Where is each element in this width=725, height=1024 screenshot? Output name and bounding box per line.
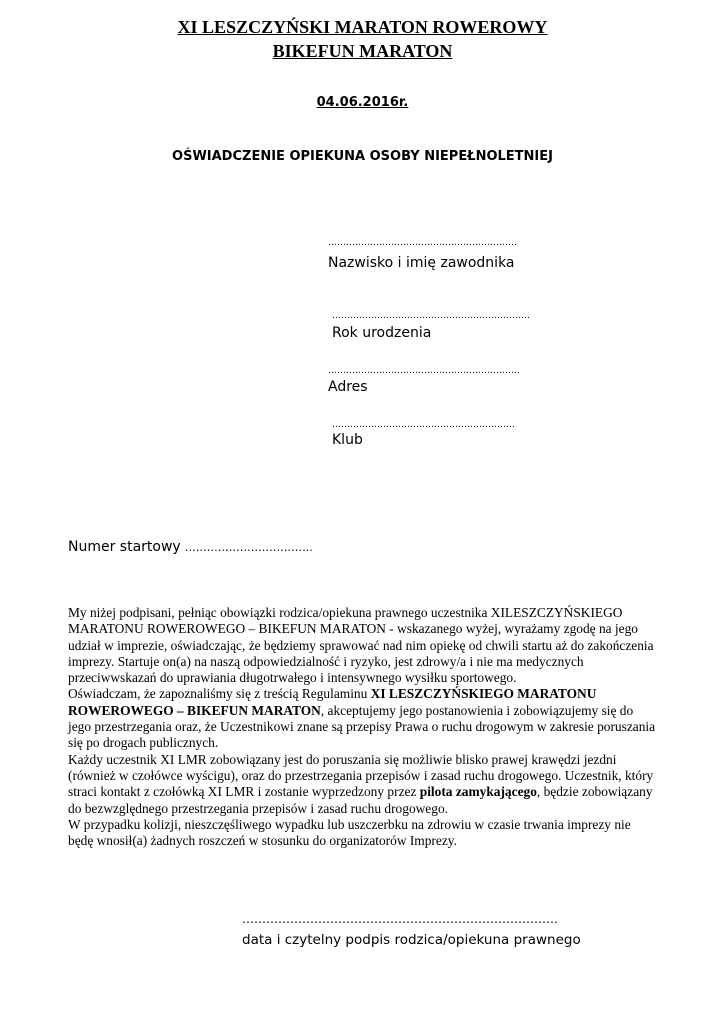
regulation-name: XI LESZCZYŃSKIEGO MARATONU ROWEROWEGO – BIKEFUN MARATON bbox=[68, 686, 597, 718]
event-date: 04.06.2016r. bbox=[316, 95, 409, 110]
closing-pilot-term: pilota zamykającego bbox=[419, 784, 537, 800]
club-field-label: Klub bbox=[332, 432, 363, 448]
club-field-line: ……………………………………………………. bbox=[332, 420, 515, 430]
statement-text bbox=[68, 605, 658, 849]
statement-paragraph-4: W przypadku kolizji, nieszczęśliwego wypadku lub uszczerbku na zdrowiu w czasie trwania imprezy nie będę wnosił(a) żadnych roszczeń w stosunku do organizatorów Imprezy. bbox=[68, 816, 631, 849]
statement-paragraph-1: My niżej podpisani, pełniąc obowiązki rodzica/opiekuna prawnego uczestnika XILESZCZYŃSKIEGO MARATONU ROWEROWEGO – BIKEFUN MARATON - wskazanego wyżej, wyrażamy zgodę na jego udział w imprezie, oświadczając, że będziemy sprawować nad nim opiekę od chwili startu aż do zakończenia imprezy. Startuje on(a) na naszą odpowiedzialność i ryzyko, jest zdrowy/a i nie ma medycznych przeciwwskazań do uprawiania długotrwałego i intensywnego wysiłku sportowego. bbox=[68, 605, 654, 686]
start-number-line: …………………………….. bbox=[184, 541, 313, 554]
address-field-line: ………………………………………………………. bbox=[328, 366, 520, 376]
statement-paragraph-2 bbox=[68, 686, 655, 750]
title-line-1: XI LESZCZYŃSKI MARATON ROWEROWY bbox=[177, 17, 548, 37]
title-line-2: BIKEFUN MARATON bbox=[272, 41, 453, 61]
signature-line: ……………………………………………………………………. bbox=[242, 912, 558, 926]
statement-paragraph-3-start: Każdy uczestnik XI LMR zobowiązany jest do poruszania się możliwie blisko prawej krawędzi jezdni (również w czołówce wyścigu), oraz do przestrzegania przepisów i zasad ruchu drogowego. Uczestnik, który straci kontakt z czołówką XI LMR i zostanie wyprzedzony przez bbox=[68, 751, 654, 800]
statement-paragraph-3 bbox=[68, 752, 653, 816]
birth-year-field-line: ………………………………………………………… bbox=[332, 311, 530, 321]
address-field-label: Adres bbox=[328, 379, 368, 395]
statement-paragraph-2-end: , akceptujemy jego postanowienia i zobowiązujemy się do jego przestrzegania oraz, że Uczestnikowi znane są przepisy Prawa o ruchu drogowym w zakresie poruszania się po drogach publicznych. bbox=[68, 702, 656, 751]
name-field-line: ……………………………………………………… bbox=[328, 238, 517, 248]
signature-label: data i czytelny podpis rodzica/opiekuna prawnego bbox=[242, 932, 581, 948]
document-heading: OŚWIADCZENIE OPIEKUNA OSOBY NIEPEŁNOLETNIEJ bbox=[172, 149, 553, 164]
start-number-label: Numer startowy bbox=[68, 539, 181, 555]
birth-year-field-label: Rok urodzenia bbox=[332, 325, 432, 341]
statement-paragraph-2-start: Oświadczam, że zapoznaliśmy się z treścią Regulaminu bbox=[68, 686, 371, 702]
start-number-row bbox=[68, 538, 313, 556]
statement-paragraph-3-end: , będzie zobowiązany do bezwzględnego przestrzegania przepisów i zasad ruchu drogowego. bbox=[68, 784, 653, 816]
name-field-label: Nazwisko i imię zawodnika bbox=[328, 255, 515, 271]
